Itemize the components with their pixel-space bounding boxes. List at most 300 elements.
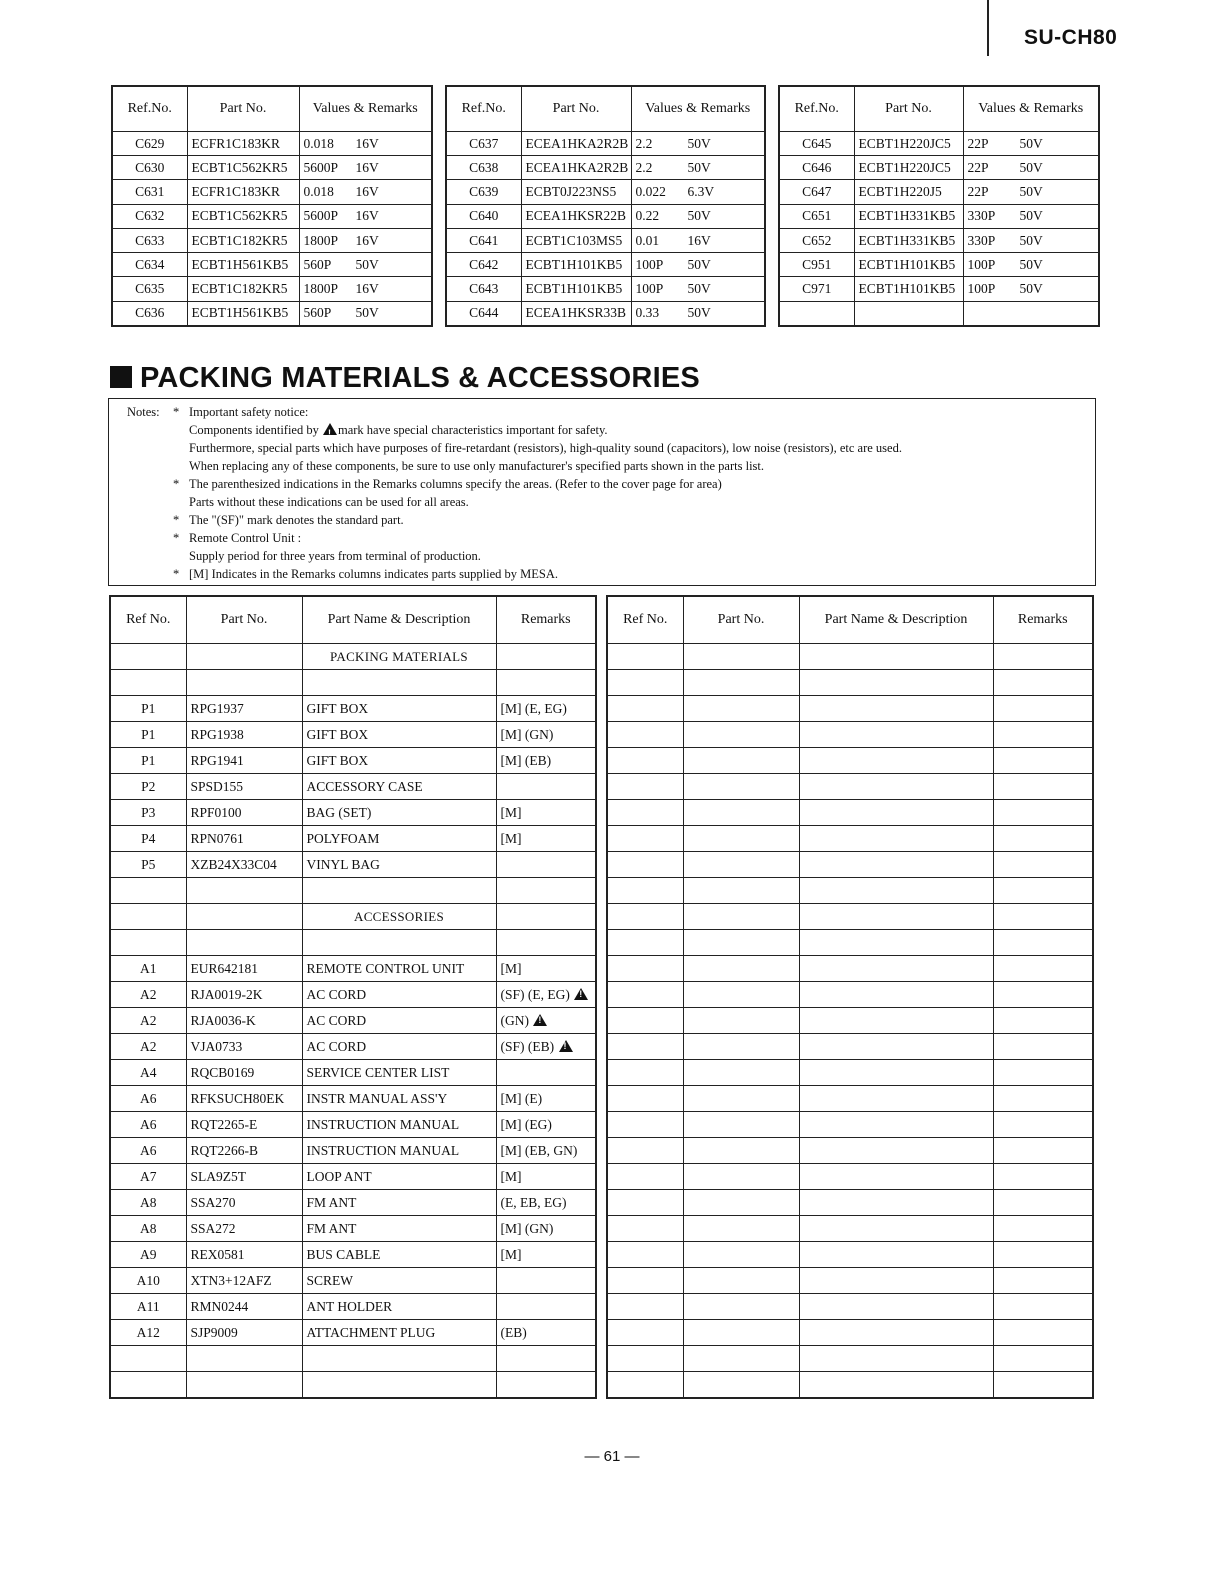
part-no-cell: ECEA1HKA2R2B [521,132,631,156]
warning-triangle-icon [323,423,337,435]
table-row [110,1372,596,1399]
part-no-cell [186,670,302,696]
table-row [446,253,765,277]
empty-cell [607,644,683,670]
note-line: [M] Indicates in the Remarks columns indicates parts supplied by MESA. [189,567,559,581]
note-line: Components identified by ! mark have special characteristics important for safety. [189,421,608,439]
table-row [446,204,765,228]
ref-no-cell: A2 [110,1008,186,1034]
col-ref-no: Ref No. [607,596,683,644]
remarks-cell [496,982,596,1008]
remarks-cell [496,1216,596,1242]
warning-triangle-icon [533,1014,547,1026]
ref-no-cell: P4 [110,826,186,852]
empty-cell [993,1294,1093,1320]
part-name-cell: ANT HOLDER [302,1294,496,1320]
col-ref-no: Ref.No. [112,86,187,132]
remarks-cell [496,1268,596,1294]
table-row [110,982,596,1008]
table-row [779,253,1099,277]
part-no-cell: RFKSUCH80EK [186,1086,302,1112]
empty-cell [993,852,1093,878]
remarks-cell [496,826,596,852]
empty-cell [993,644,1093,670]
note-line: Remote Control Unit : [189,531,302,545]
part-no-cell [186,1372,302,1399]
value-cell [963,228,1099,252]
value-cell [631,301,765,326]
part-name-cell [302,878,496,904]
remarks-text: [M] (EB, GN) [500,1142,578,1158]
value-cell [963,156,1099,180]
value-cell [963,253,1099,277]
empty-cell [607,1346,683,1372]
part-name-cell: GIFT BOX [302,722,496,748]
empty-cell [799,1164,993,1190]
table-row [110,1268,596,1294]
value-cell [631,277,765,301]
ref-no-cell [110,1346,186,1372]
part-no-cell [186,930,302,956]
capacitance-value: 560P [303,256,332,272]
empty-cell [607,956,683,982]
table-row [446,301,765,326]
note-bullet: * [173,531,180,545]
table-row [607,1346,1093,1372]
capacitance-value: 0.022 [635,184,666,200]
col-part-name: Part Name & Description [799,596,993,644]
remarks-text: (E, EB, EG) [500,1194,567,1210]
table-row [110,878,596,904]
empty-cell [993,982,1093,1008]
table-row [446,132,765,156]
part-name-cell: VINYL BAG [302,852,496,878]
table-row [607,1190,1093,1216]
empty-cell [993,930,1093,956]
col-remarks: Remarks [496,596,596,644]
empty-cell [993,1138,1093,1164]
empty-cell [607,670,683,696]
table-row [110,1216,596,1242]
ref-no-cell: A6 [110,1138,186,1164]
empty-cell [993,1112,1093,1138]
part-name-cell: AC CORD [302,1034,496,1060]
part-no-cell: RPG1937 [186,696,302,722]
empty-cell [607,1268,683,1294]
empty-cell [683,1008,799,1034]
value-cell [299,156,432,180]
empty-cell [607,1138,683,1164]
col-values-remarks: Values & Remarks [963,86,1099,132]
part-no-cell: ECBT1H101KB5 [854,277,963,301]
remarks-cell [496,1086,596,1112]
capacitance-value: 22P [967,184,989,200]
ref-no-cell: A8 [110,1190,186,1216]
empty-cell [683,748,799,774]
part-no-cell: ECBT1H331KB5 [854,204,963,228]
table-row [779,301,1099,326]
part-no-cell: ECBT1H220JC5 [854,132,963,156]
empty-cell [799,1320,993,1346]
square-bullet-icon [110,366,132,388]
empty-cell [799,1242,993,1268]
empty-cell [683,982,799,1008]
empty-cell [799,800,993,826]
capacitance-value: 0.01 [635,232,660,248]
capacitance-value: 0.018 [303,184,334,200]
remarks-cell [496,930,596,956]
ref-no-cell: A8 [110,1216,186,1242]
notes-label: Notes: [127,405,160,419]
capacitance-value: 2.2 [635,159,653,175]
table-row [607,1294,1093,1320]
empty-cell [799,982,993,1008]
empty-cell [607,1086,683,1112]
part-name-cell [302,930,496,956]
empty-cell [993,1320,1093,1346]
value-cell [963,204,1099,228]
part-name-cell: LOOP ANT [302,1164,496,1190]
remarks-text: [M] [500,1246,522,1262]
table-row [110,1008,596,1034]
part-no-cell: XZB24X33C04 [186,852,302,878]
part-no-cell: ECBT1H561KB5 [187,253,299,277]
table-row [110,722,596,748]
value-cell [299,204,432,228]
ref-no-cell: C643 [446,277,521,301]
part-no-cell: EUR642181 [186,956,302,982]
empty-cell [993,826,1093,852]
table-row [607,1268,1093,1294]
ref-no-cell: C951 [779,253,854,277]
empty-cell [683,1242,799,1268]
value-cell [299,180,432,204]
remarks-text: [M] (GN) [500,1220,554,1236]
empty-cell [607,1294,683,1320]
ref-no-cell: C640 [446,204,521,228]
part-name-cell [302,1346,496,1372]
ref-no-cell [110,930,186,956]
ref-no-cell: C642 [446,253,521,277]
empty-cell [683,1294,799,1320]
ref-no-cell: C651 [779,204,854,228]
empty-cell [799,1268,993,1294]
table-row [779,180,1099,204]
capacitance-value: 100P [967,256,996,272]
ref-no-cell [110,904,186,930]
part-no-cell: ECBT1H101KB5 [521,277,631,301]
remarks-cell [496,1372,596,1399]
ref-no-cell: C641 [446,228,521,252]
table-row [607,1138,1093,1164]
part-no-cell: ECBT1C182KR5 [187,277,299,301]
table-row [110,1086,596,1112]
voltage-value: 50V [1019,135,1043,151]
voltage-value: 50V [687,256,711,272]
value-cell [299,228,432,252]
empty-cell [993,1060,1093,1086]
empty-cell [683,1268,799,1294]
table-row [607,800,1093,826]
table-row [110,644,596,670]
table-row [607,670,1093,696]
capacitance-value: 560P [303,305,332,321]
part-no-cell: ECEA1HKA2R2B [521,156,631,180]
table-row [607,1060,1093,1086]
part-name-cell [302,670,496,696]
empty-cell [993,1190,1093,1216]
part-no-cell: RPN0761 [186,826,302,852]
remarks-text: [M] (E) [500,1090,543,1106]
empty-cell [607,1190,683,1216]
capacitor-table-2 [445,85,766,327]
remarks-cell [496,1164,596,1190]
part-no-cell: ECBT1C103MS5 [521,228,631,252]
empty-cell [683,930,799,956]
table-row [607,1112,1093,1138]
value-cell [299,253,432,277]
remarks-cell [496,748,596,774]
table-row [110,1190,596,1216]
ref-no-cell: P5 [110,852,186,878]
ref-no-cell: A1 [110,956,186,982]
part-name-cell [302,1372,496,1399]
table-row [112,180,432,204]
empty-cell [799,1086,993,1112]
part-name-cell: GIFT BOX [302,748,496,774]
packing-parts-table-empty [606,595,1094,1399]
ref-no-cell [779,301,854,326]
remarks-text: (GN) [500,1012,529,1028]
empty-cell [799,1346,993,1372]
empty-cell [683,670,799,696]
empty-cell [993,1242,1093,1268]
part-name-cell: GIFT BOX [302,696,496,722]
ref-no-cell: C635 [112,277,187,301]
empty-cell [799,956,993,982]
empty-cell [993,878,1093,904]
empty-cell [683,904,799,930]
empty-cell [683,878,799,904]
col-part-no: Part No. [854,86,963,132]
voltage-value: 50V [687,281,711,297]
empty-cell [993,696,1093,722]
remarks-cell [496,644,596,670]
remarks-text: [M] [500,1168,522,1184]
value-cell [631,180,765,204]
empty-cell [683,1034,799,1060]
part-no-cell: RQT2266-B [186,1138,302,1164]
remarks-text: (SF) (E, EG) [500,986,570,1002]
empty-cell [683,1164,799,1190]
col-part-no: Part No. [683,596,799,644]
table-row [110,1112,596,1138]
remarks-text: [M] (EB) [500,752,552,768]
table-row [446,180,765,204]
voltage-value: 50V [687,208,711,224]
empty-cell [683,1190,799,1216]
empty-cell [799,1112,993,1138]
value-cell [631,253,765,277]
voltage-value: 50V [1019,281,1043,297]
ref-no-cell: A4 [110,1060,186,1086]
model-number: SU-CH80 [1024,26,1118,49]
table-row [607,1372,1093,1399]
table-row [110,748,596,774]
note-line: Important safety notice: [189,405,309,419]
table-row [110,1164,596,1190]
part-no-cell: ECBT1H220J5 [854,180,963,204]
remarks-cell [496,774,596,800]
empty-cell [607,904,683,930]
empty-cell [993,722,1093,748]
table-row [607,644,1093,670]
table-row [110,696,596,722]
capacitance-value: 100P [967,281,996,297]
remarks-cell [496,878,596,904]
voltage-value: 16V [355,232,379,248]
ref-no-cell: C639 [446,180,521,204]
voltage-value: 50V [687,159,711,175]
remarks-cell [496,722,596,748]
table-row [779,132,1099,156]
table-row [446,156,765,180]
empty-cell [799,670,993,696]
table-row [607,826,1093,852]
empty-cell [607,878,683,904]
remarks-cell [496,956,596,982]
ref-no-cell: C647 [779,180,854,204]
table-row [110,800,596,826]
ref-no-cell: C637 [446,132,521,156]
empty-cell [607,696,683,722]
table-row [110,930,596,956]
capacitance-value: 2.2 [635,135,653,151]
capacitance-value: 0.018 [303,135,334,151]
table-row [607,1034,1093,1060]
table-row [607,1086,1093,1112]
value-cell [963,180,1099,204]
table-row [112,253,432,277]
part-no-cell [854,301,963,326]
voltage-value: 6.3V [687,184,715,200]
part-name-cell: INSTRUCTION MANUAL [302,1138,496,1164]
empty-cell [799,930,993,956]
table-row [112,156,432,180]
part-no-cell: SPSD155 [186,774,302,800]
remarks-cell [496,1242,596,1268]
voltage-value: 16V [355,184,379,200]
ref-no-cell: P3 [110,800,186,826]
voltage-value: 50V [1019,232,1043,248]
ref-no-cell: C646 [779,156,854,180]
table-row [110,670,596,696]
remarks-text: [M] (EG) [500,1116,552,1132]
empty-cell [993,1008,1093,1034]
note-bullet: * [173,477,180,491]
part-no-cell: SSA272 [186,1216,302,1242]
empty-cell [799,722,993,748]
table-row [110,1346,596,1372]
table-row [607,1164,1093,1190]
empty-cell [799,696,993,722]
remarks-cell [496,1138,596,1164]
capacitance-value: 1800P [303,281,339,297]
empty-cell [607,1242,683,1268]
table-row [607,696,1093,722]
capacitance-value: 330P [967,232,996,248]
part-no-cell: RPG1941 [186,748,302,774]
notes-box [108,398,1096,586]
col-ref-no: Ref.No. [446,86,521,132]
capacitance-value: 100P [635,256,664,272]
part-name-cell: INSTR MANUAL ASS'Y [302,1086,496,1112]
empty-cell [799,878,993,904]
remarks-cell [496,904,596,930]
table-row [607,722,1093,748]
empty-cell [799,904,993,930]
col-values-remarks: Values & Remarks [299,86,432,132]
note-line: When replacing any of these components, be sure to use only manufacturer's specified parts shown in the parts list. [189,459,765,473]
note-bullet: * [173,513,180,527]
capacitance-value: 100P [635,281,664,297]
part-name-cell: ATTACHMENT PLUG [302,1320,496,1346]
remarks-text: (SF) (EB) [500,1038,555,1054]
part-name-cell: FM ANT [302,1216,496,1242]
part-name-cell: BAG (SET) [302,800,496,826]
remarks-cell [496,670,596,696]
empty-cell [799,826,993,852]
empty-cell [683,1372,799,1399]
table-row [110,1294,596,1320]
voltage-value: 50V [1019,256,1043,272]
empty-cell [993,1268,1093,1294]
remarks-cell [496,1190,596,1216]
ref-no-cell: C638 [446,156,521,180]
empty-cell [799,1190,993,1216]
ref-no-cell: C631 [112,180,187,204]
part-no-cell: ECBT1H101KB5 [854,253,963,277]
empty-cell [683,826,799,852]
table-row [607,982,1093,1008]
value-cell [963,277,1099,301]
empty-cell [607,722,683,748]
empty-cell [607,852,683,878]
empty-cell [683,1320,799,1346]
table-row [779,156,1099,180]
remarks-text: [M] [500,804,522,820]
part-no-cell: ECFR1C183KR [187,180,299,204]
table-row [110,1242,596,1268]
voltage-value: 50V [1019,184,1043,200]
part-name-cell: FM ANT [302,1190,496,1216]
part-no-cell: REX0581 [186,1242,302,1268]
table-row [607,1320,1093,1346]
empty-cell [607,1008,683,1034]
part-no-cell: RQCB0169 [186,1060,302,1086]
table-row [110,852,596,878]
ref-no-cell: C630 [112,156,187,180]
voltage-value: 50V [355,305,379,321]
table-row [607,1216,1093,1242]
col-ref-no: Ref No. [110,596,186,644]
empty-cell [993,800,1093,826]
ref-no-cell: P1 [110,722,186,748]
note-line: Parts without these indications can be used for all areas. [189,495,469,509]
ref-no-cell: P2 [110,774,186,800]
empty-cell [683,1138,799,1164]
table-row [779,277,1099,301]
